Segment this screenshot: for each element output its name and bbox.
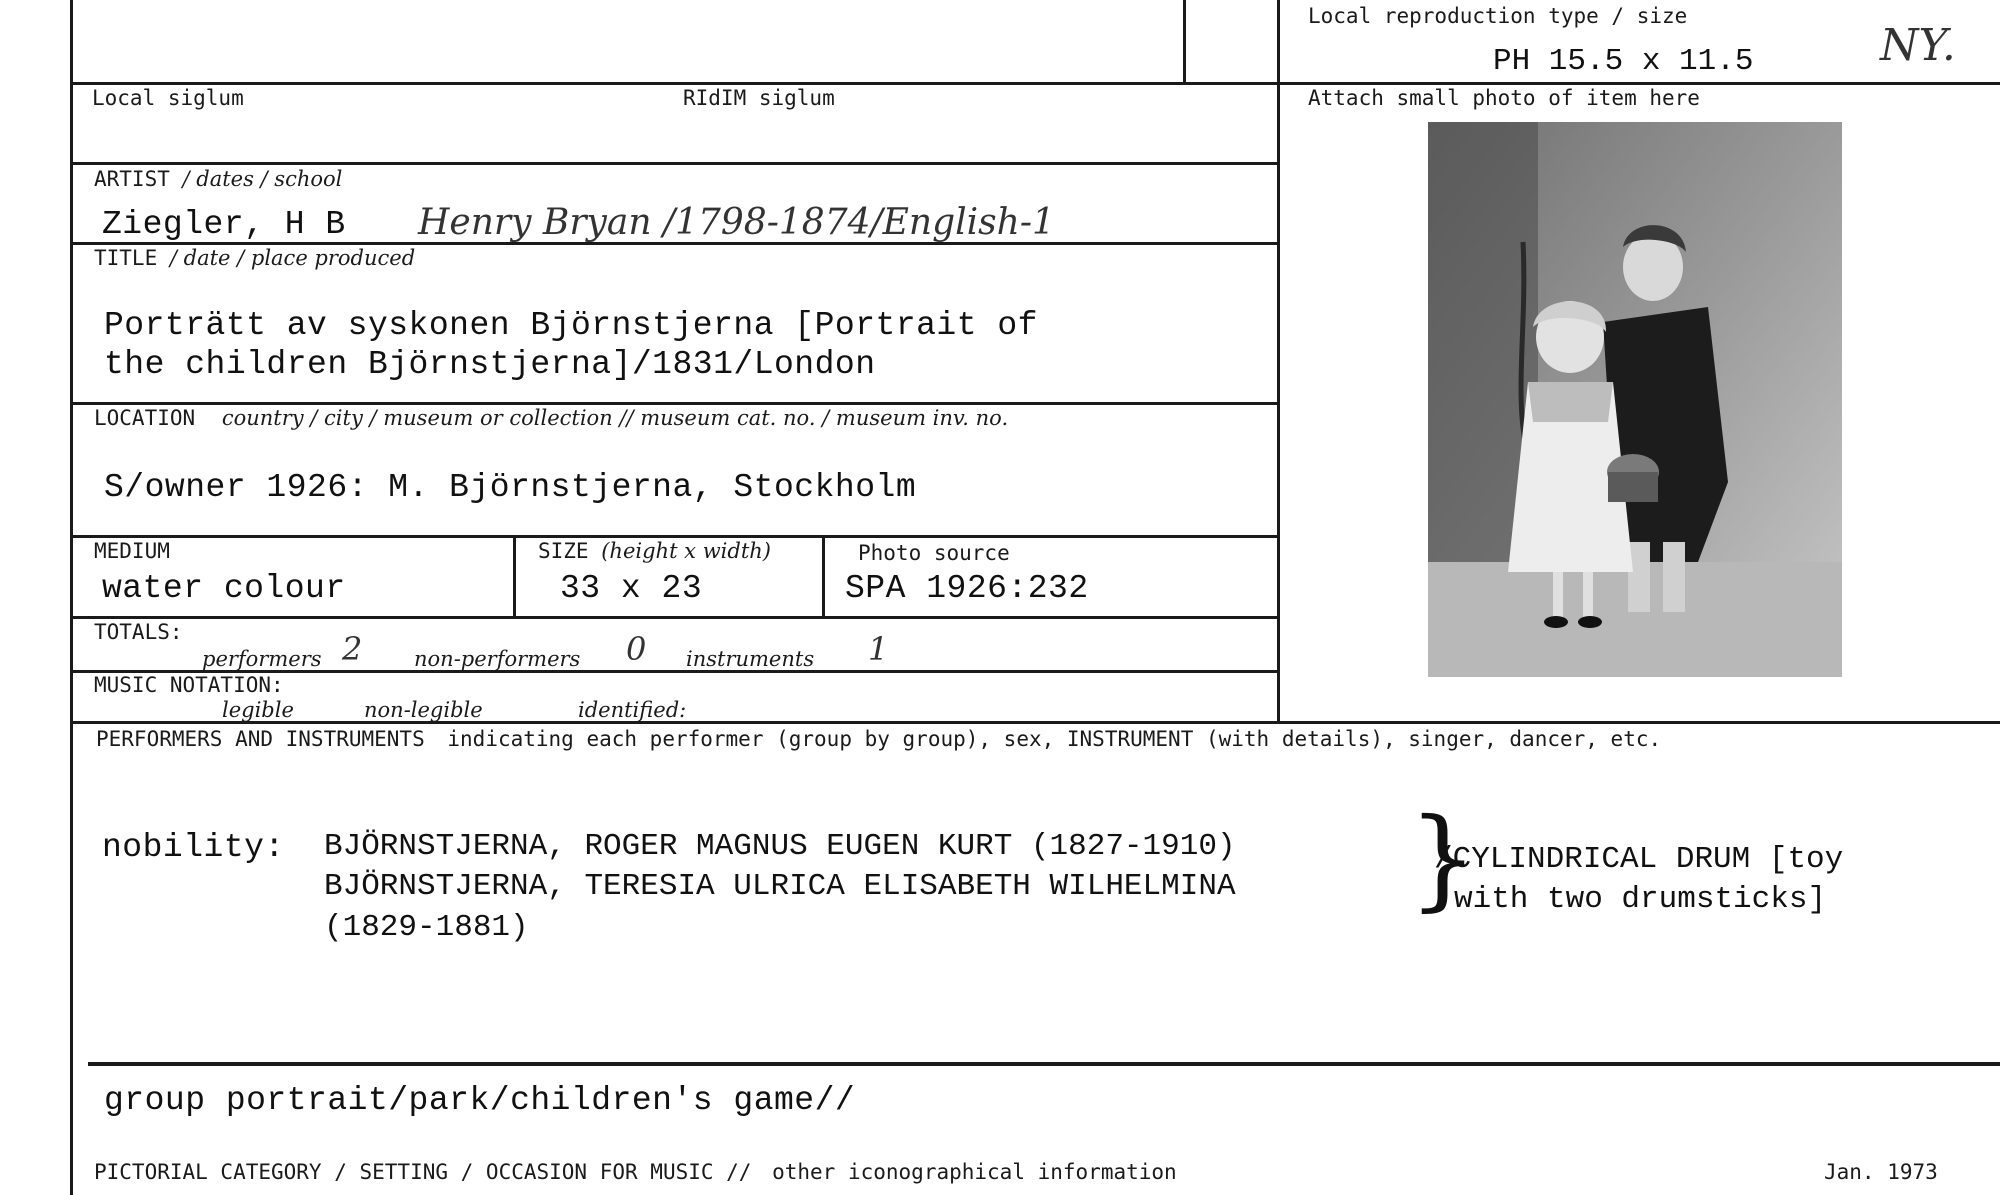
portrait-photo — [1428, 122, 1842, 677]
performers-instruments-label-main: PERFORMERS AND INSTRUMENTS — [96, 727, 425, 751]
artist-label — [94, 167, 342, 191]
location-label — [94, 406, 1008, 430]
totals-label: TOTALS: — [94, 620, 183, 644]
medium-label: MEDIUM — [94, 539, 170, 563]
notation-legible: legible — [222, 698, 294, 722]
size-value: 33 x 23 — [560, 570, 703, 607]
instrument-line-1: /CYLINDRICAL DRUM [toy — [1434, 842, 1844, 877]
repro-note: NY. — [1880, 20, 1956, 71]
non-performers-label: non-performers — [414, 647, 581, 671]
vertical-divider-line — [1277, 0, 1280, 722]
performers-brace: } — [1408, 794, 1478, 922]
category-label-main: PICTORIAL CATEGORY / SETTING / OCCASION FOR MUSIC // — [94, 1160, 752, 1184]
performers-instruments-label-rest: indicating each performer (group by group), sex, INSTRUMENT (with details), singer, dancer, etc. — [447, 727, 1662, 751]
repro-value: PH 15.5 x 11.5 — [1493, 44, 1754, 79]
siglum-line — [70, 162, 1278, 165]
performers-prefix: nobility: — [102, 829, 285, 866]
local-siglum-label: Local siglum — [92, 86, 244, 110]
left-edge-line — [70, 0, 73, 1195]
instruments-value: 1 — [868, 630, 889, 668]
non-performers-blank — [606, 670, 658, 672]
performer-line-2: BJÖRNSTJERNA, TERESIA ULRICA ELISABETH WILHELMINA — [324, 869, 1236, 904]
portrait-photo-image — [1428, 122, 1842, 677]
performers-instruments-label — [96, 727, 1661, 751]
notation-identified: identified: — [578, 698, 687, 722]
ridim-siglum-label: RIdIM siglum — [683, 86, 835, 110]
performer-line-3: (1829-1881) — [324, 910, 529, 945]
repro-label: Local reproduction type / size — [1308, 4, 1688, 28]
medium-divider — [513, 535, 516, 617]
instrument-line-2: with two drumsticks] — [1454, 882, 1827, 917]
card-date: Jan. 1973 — [1824, 1160, 1938, 1184]
notation-label: MUSIC NOTATION: — [94, 673, 284, 697]
location-label-rest: country / city / museum or collection // museum cat. no. / museum inv. no. — [221, 406, 1009, 430]
photo-label: Attach small photo of item here — [1308, 86, 1700, 110]
notation-non-legible: non-legible — [364, 698, 483, 722]
top-divider-line — [1183, 0, 1186, 82]
category-label — [94, 1160, 1177, 1184]
performer-line-1: BJÖRNSTJERNA, ROGER MAGNUS EUGEN KURT (1827-1910) — [324, 829, 1236, 864]
size-label-rest: (height x width) — [601, 539, 771, 563]
title-line — [70, 402, 1278, 405]
size-label — [538, 539, 771, 563]
photo-source-value: SPA 1926:232 — [845, 570, 1089, 607]
size-label-main: SIZE — [538, 539, 589, 563]
title-line-1: Porträtt av syskonen Björnstjerna [Portrait of — [104, 307, 1038, 344]
artist-typed: Ziegler, H B — [102, 206, 346, 243]
artist-handwritten: Henry Bryan /1798-1874/English-1 — [418, 202, 1055, 243]
instruments-label: instruments — [686, 647, 815, 671]
performers-label: performers — [202, 647, 322, 671]
category-value: group portrait/park/children's game// — [104, 1082, 856, 1119]
category-label-rest: other iconographical information — [772, 1160, 1177, 1184]
artist-label-main: ARTIST — [94, 167, 170, 191]
artist-label-rest: / dates / school — [182, 167, 343, 191]
location-line — [70, 535, 1278, 538]
location-value: S/owner 1926: M. Björnstjerna, Stockholm — [104, 469, 917, 506]
location-label-main: LOCATION — [94, 406, 196, 430]
size-divider — [822, 535, 825, 617]
performers-bottom-line — [88, 1062, 2000, 1066]
title-label-main: TITLE — [94, 246, 158, 270]
performers-value: 2 — [342, 630, 363, 668]
photo-source-label: Photo source — [858, 541, 1010, 565]
header-line — [70, 82, 2000, 85]
medium-value: water colour — [102, 570, 346, 607]
title-label — [94, 246, 415, 270]
performers-blank — [338, 670, 406, 672]
title-label-rest: / date / place produced — [169, 246, 416, 270]
medium-line — [70, 616, 1278, 619]
non-performers-value: 0 — [626, 630, 647, 668]
title-line-2: the children Björnstjerna]/1831/London — [104, 346, 876, 383]
photo-bottom-line — [70, 721, 2000, 724]
